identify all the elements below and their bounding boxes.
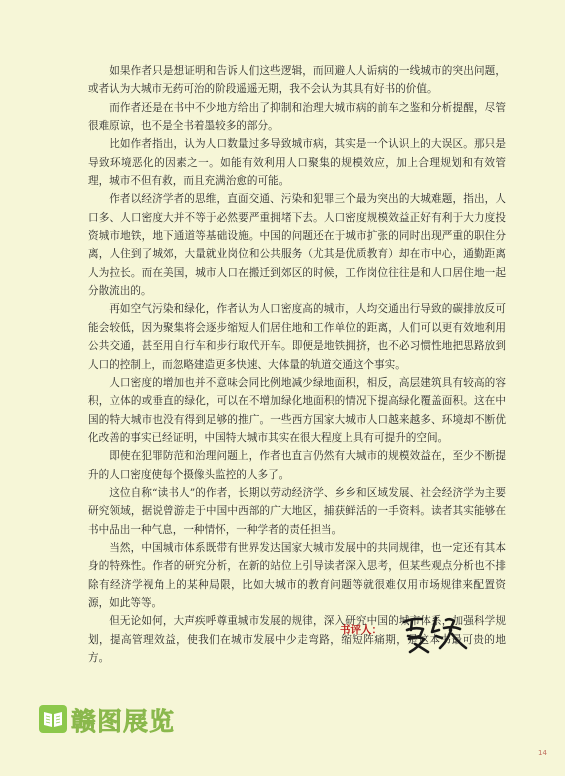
article-paragraph: 当然，中国城市体系既带有世界发达国家大城市发展中的共同规律，也一定还有其本身的特殊性。作者的研究分析，在新的站位上引导读者深入思考，但某些观点分析也不排除有经济学视角上的某种局限，比如大城市的教育问题等就很难仅用市场规律来配置资源，如此等等。	[88, 541, 506, 609]
article-body	[88, 62, 506, 667]
page-number: 14	[538, 749, 547, 757]
article-paragraph: 但无论如何，大声疾呼尊重城市发展的规律，深入研究中国的城市体系，加强科学规划，提高管理效益，使我们在城市发展中少走弯路，缩短阵痛期，是这本书最可贵的地方。	[88, 615, 506, 664]
exhibit-logo	[38, 700, 218, 740]
reviewer-label: 书评人：	[340, 624, 382, 636]
article-paragraph: 人口密度的增加也并不意味会同比例地减少绿地面积，相反，高层建筑具有较高的容积，立体的或垂直的绿化，可以在不增加绿化地面积的情况下提高绿化覆盖面积。这在中国的特大城市也没有得到足够的推广。一些西方国家大城市人口越来越多、环境却不断优化改善的事实已经证明，中国特大城市其实在很大程度上具有可提升的空间。	[88, 376, 506, 444]
article-paragraph: 作者以经济学者的思维，直面交通、污染和犯罪三个最为突出的大城难题，指出，人口多、人口密度大并不等于必然要严重拥堵下去。人口密度规模效益正好有利于大力度投资城市地铁，地下通道等基础设施。中国的问题还在于城市扩张的同时出现严重的职住分离，人住到了城郊，大量就业岗位和公共服务（尤其是优质教育）却在市中心，通勤距离人为拉长。而在美国，城市人口在搬迁到郊区的时候，工作岗位往往是和人口居住地一起分散流出的。	[88, 193, 506, 298]
article-paragraph: 如果作者只是想证明和告诉人们这些逻辑，而回避人人诟病的一线城市的突出问题，或者认为大城市无药可治的阶段遥遥无期，我不会认为其具有好书的价值。	[88, 65, 506, 96]
article-paragraph: 而作者还是在书中不少地方给出了抑制和治理大城市病的前车之鉴和分析提醒，尽管很难原谅，也不是全书着墨较多的部分。	[88, 101, 506, 133]
article-paragraph: 这位自称“读书人”的作者，长期以劳动经济学、乡乡和区域发展、社会经济学为主要研究领域，据说曾游走于中国中西部的广大地区，捕获鲜活的一手资料。读者其实能够在书中品出一种气息，一种情怀，一种学者的责任担当。	[88, 486, 506, 536]
article-paragraph: 比如作者指出，认为人口数量过多导致城市病，其实是一个认识上的大误区。那只是导致环境恶化的因素之一。如能有效利用人口聚集的规模效应，加上合理规划和有效管理，城市不但有救，而且充满治愈的可能。	[88, 138, 506, 188]
exhibit-logo-text: 赣图展览	[71, 707, 176, 736]
article-paragraph: 再如空气污染和绿化，作者认为人口密度高的城市，人均交通出行导致的碳排放反可能会较低，因为聚集将会逐步缩短人们居住地和工作单位的距离，人们可以更有效地利用公共交通，甚至用自行车和步行取代开车。即便是地铁拥挤，也不必习惯性地把思路放到人口的控制上，而忽略建造更多快速、大体量的轨道交通这个事实。	[88, 303, 506, 371]
reviewer-signature-block	[340, 608, 480, 656]
handwritten-signature	[398, 608, 470, 656]
book-icon	[38, 704, 68, 734]
article-paragraph: 即使在犯罪防范和治理问题上，作者也直言仍然有大城市的规模效益在，至少不断提升的人口密度使每个摄像头监控的人多了。	[88, 450, 506, 481]
